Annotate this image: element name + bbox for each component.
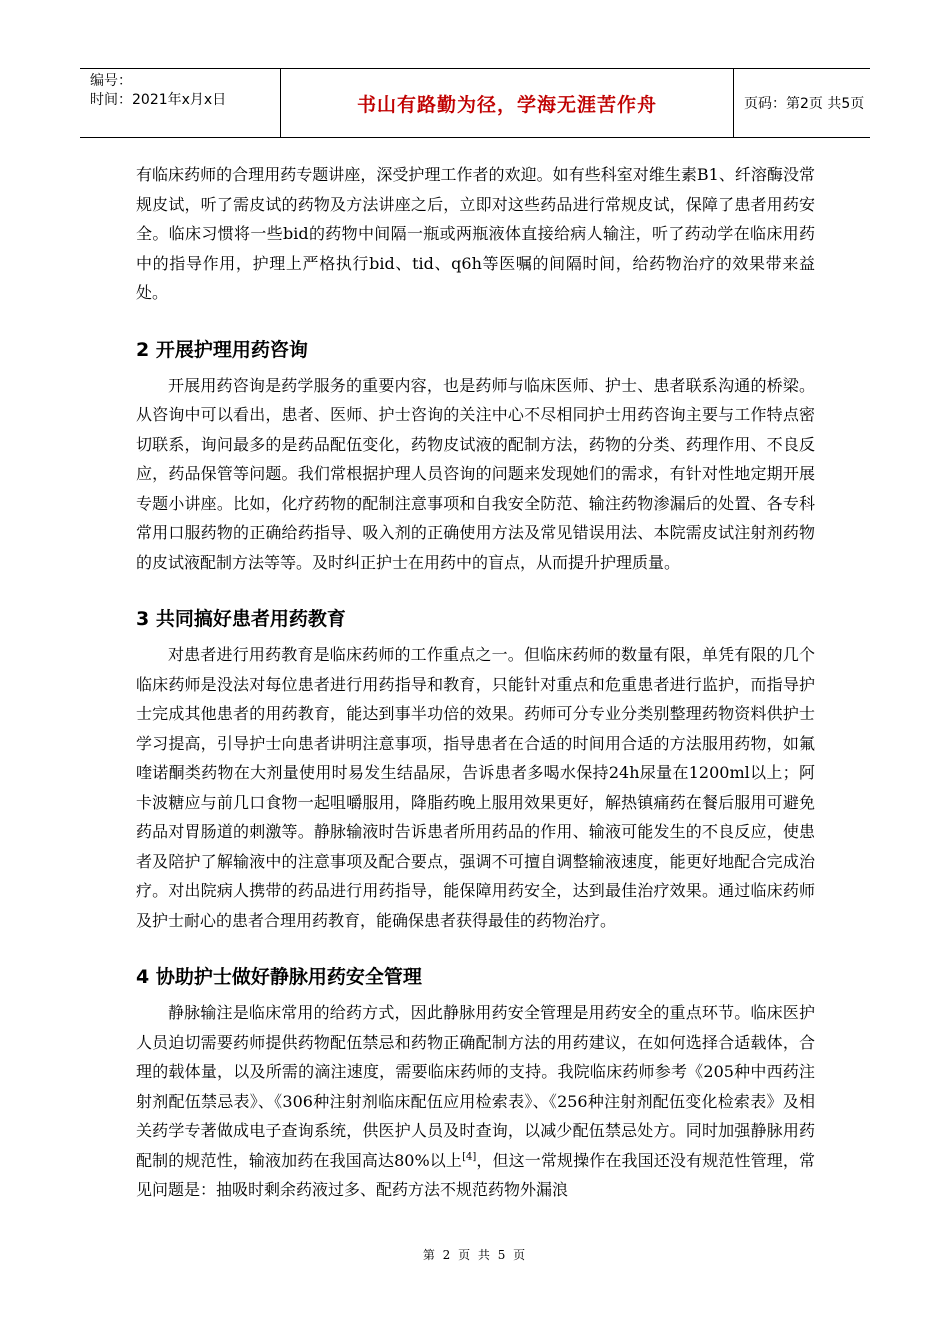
header-page-info: 页码：第2页 共5页 (744, 96, 865, 112)
section-body-3: 对患者进行用药教育是临床药师的工作重点之一。但临床药师的数量有限，单凭有限的几个临床药师是没法对每位患者进行用药指导和教育，只能针对重点和危重患者进行监护，而指导护士完成其他患者的用药教育，能达到事半功倍的效果。药师可分专业分类别整理药物资料供护士学习提高，引导护士向患者讲明注意事项，指导患者在合适的时间用合适的方法服用药物，如氟喹诺酮类药物在大剂量使用时易发生结晶尿，告诉患者多喝水保持24h尿量在1200ml以上；阿卡波糖应与前几口食物一起咀嚼服用，降脂药晚上服用效果更好，解热镇痛药在餐后服用可避免药品对胃肠道的刺激等。静脉输液时告诉患者所用药品的作用、输液可能发生的不良反应，使患者及陪护了解输液中的注意事项及配合要点，强调不可擅自调整输液速度，能更好地配合完成治疗。对出院病人携带的药品进行用药指导，能保障用药安全，达到最佳治疗效果。通过临床药师及护士耐心的患者合理用药教育，能确保患者获得最佳的药物治疗。 (136, 645, 815, 930)
intro-paragraph: 有临床药师的合理用药专题讲座，深受护理工作者的欢迎。如有些科室对维生素B1、纤溶酶没常规皮试，听了需皮试的药物及方法讲座之后，立即对这些药品进行常规皮试，保障了患者用药安全。临床习惯将一些bid的药物中间隔一瓶或两瓶液体直接给病人输注，听了药动学在临床用药中的指导作用，护理上严格执行bid、tid、q6h等医嘱的间隔时间，给药物治疗的效果带来益处。 (136, 165, 815, 302)
document-body (136, 160, 815, 1205)
section-body-4-part1: 静脉输注是临床常用的给药方式，因此静脉用药安全管理是用药安全的重点环节。临床医护人员迫切需要药师提供药物配伍禁忌和药物正确配制方法的用药建议，在如何选择合适载体，合理的载体量，以及所需的滴注速度，需要临床药师的支持。我院临床药师参考《205种中西药注射剂配伍禁忌表》、《306种注射剂临床配伍应用检索表》、《256种注射剂配伍变化检索表》及相关药学专著做成电子查询系统，供医护人员及时查询，以减少配伍禁忌处方。同时加强静脉用药配制的规范性，输液加药在我国高达80%以上 (136, 1003, 815, 1170)
document-time-label: 时间：2021年x月x日 (90, 92, 227, 108)
header-meta (80, 69, 281, 137)
page-footer: 第 2 页 共 5 页 (422, 1248, 528, 1262)
section-body-4 (136, 998, 815, 1205)
reference-marker: [4] (462, 1151, 477, 1163)
section-title-4: 4 协助护士做好静脉用药安全管理 (136, 966, 422, 988)
section-title-3: 3 共同搞好患者用药教育 (136, 608, 346, 630)
section-body-2: 开展用药咨询是药学服务的重要内容，也是药师与临床医师、护士、患者联系沟通的桥梁。从咨询中可以看出，患者、医师、护士咨询的关注中心不尽相同护士用药咨询主要与工作特点密切联系，询问最多的是药品配伍变化，药物皮试液的配制方法，药物的分类、药理作用、不良反应，药品保管等问题。我们常根据护理人员咨询的问题来发现她们的需求，有针对性地定期开展专题小讲座。比如，化疗药物的配制注意事项和自我安全防范、输注药物渗漏后的处置、各专科常用口服药物的正确给药指导、吸入剂的正确使用方法及常见错误用法、本院需皮试注射剂药物的皮试液配制方法等等。及时纠正护士在用药中的盲点，从而提升护理质量。 (136, 375, 815, 572)
page-header (80, 68, 870, 138)
section-body-4-part2: ，但这一常规操作在我国还没有规范性管理，常见问题是：抽吸时剩余药液过多、配药方法不规范药物外漏浪 (136, 1150, 815, 1199)
header-motto: 书山有路勤为径，学海无涯苦作舟 (281, 69, 734, 137)
document-number-label: 编号： (90, 73, 132, 89)
section-title-2: 2 开展护理用药咨询 (136, 338, 308, 361)
